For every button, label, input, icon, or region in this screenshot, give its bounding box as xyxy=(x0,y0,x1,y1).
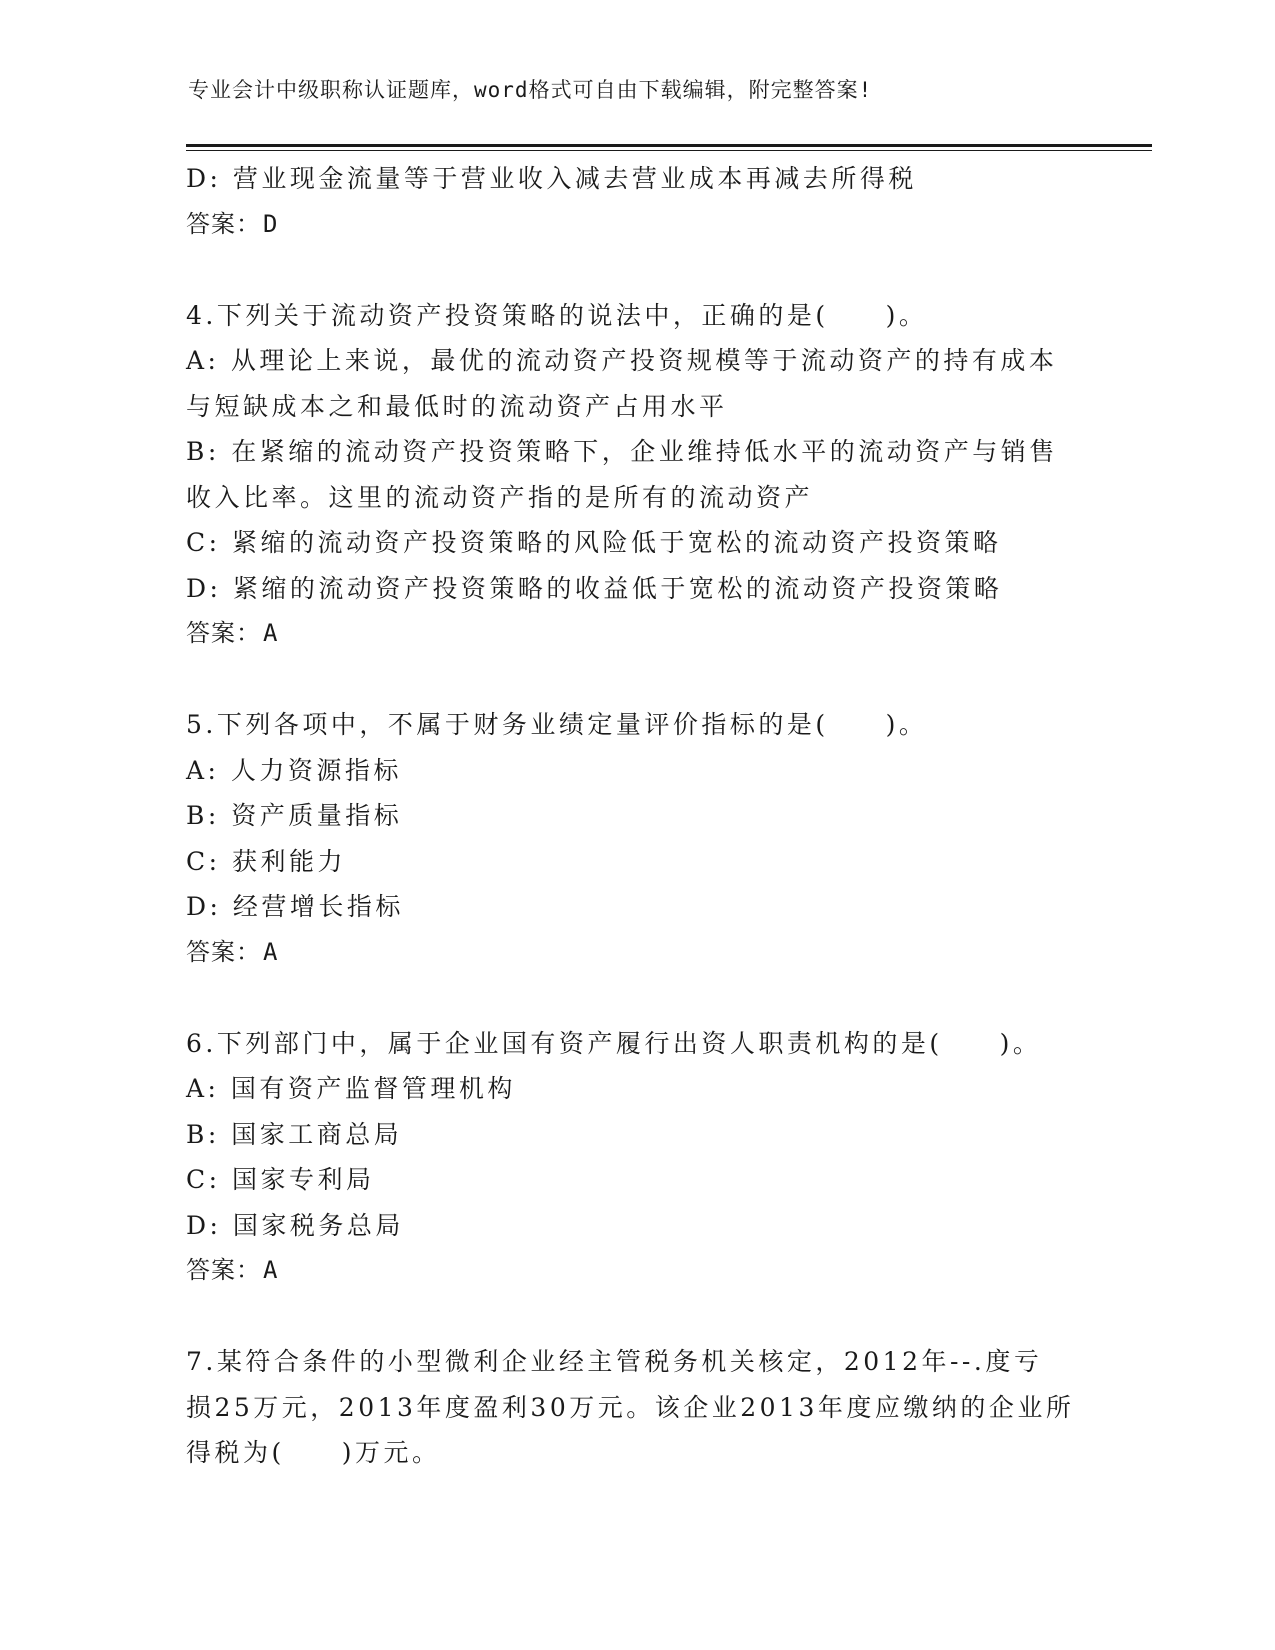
spacer xyxy=(186,657,1086,703)
page-header: 专业会计中级职称认证题库，word格式可自由下载编辑，附完整答案! xyxy=(188,78,873,102)
header-rule-thin xyxy=(186,150,1152,151)
q6-option-b: B: 国家工商总局 xyxy=(186,1119,403,1149)
q4-stem: 4.下列关于流动资产投资策略的说法中，正确的是( )。 xyxy=(186,300,928,330)
q5-stem: 5.下列各项中，不属于财务业绩定量评价指标的是( )。 xyxy=(186,710,928,739)
q5-answer xyxy=(186,930,1086,976)
answer-label: 答案： xyxy=(186,209,261,238)
q7-stem-cont: 得税为( )万元。 xyxy=(186,1438,441,1467)
q4-option-b: B: 在紧缩的流动资产投资策略下，企业维持低水平的流动资产与销售 xyxy=(186,437,1058,466)
q4-option-a: A: 从理论上来说，最优的流动资产投资规模等于流动资产的持有成本 xyxy=(186,346,1058,375)
answer-label: 答案： xyxy=(186,619,261,647)
answer-label: 答案： xyxy=(186,937,261,966)
answer-value: D xyxy=(263,209,279,238)
q5-option-d: D: 经营增长指标 xyxy=(186,892,404,921)
q4-answer xyxy=(186,611,1086,657)
q3-option-d: D: 营业现金流量等于营业收入减去营业成本再减去所得税 xyxy=(186,164,917,193)
spacer xyxy=(186,1294,1086,1340)
q4-option-c: C: 紧缩的流动资产投资策略的风险低于宽松的流动资产投资策略 xyxy=(186,528,1002,557)
spacer xyxy=(186,247,1086,293)
answer-value: A xyxy=(263,619,279,647)
spacer xyxy=(186,975,1086,1021)
answer-label: 答案： xyxy=(186,1256,261,1284)
q6-answer xyxy=(186,1248,1086,1294)
q4-option-d: D: 紧缩的流动资产投资策略的收益低于宽松的流动资产投资策略 xyxy=(186,573,1003,603)
q6-stem: 6.下列部门中，属于企业国有资产履行出资人职责机构的是( )。 xyxy=(186,1028,1042,1058)
q5-option-b: B: 资产质量指标 xyxy=(186,801,403,830)
answer-value: A xyxy=(263,937,279,966)
q6-option-a: A: 国有资产监督管理机构 xyxy=(186,1074,516,1103)
header-rule-thick xyxy=(186,144,1152,147)
question-content xyxy=(186,156,1086,1476)
q6-option-c: C: 国家专利局 xyxy=(186,1165,375,1194)
q4-option-a-cont: 与短缺成本之和最低时的流动资产占用水平 xyxy=(186,391,728,421)
q7-stem: 7.某符合条件的小型微利企业经主管税务机关核定，2012年--.度亏 xyxy=(186,1347,1043,1376)
q5-option-c: C: 获利能力 xyxy=(186,846,346,876)
q6-option-d: D: 国家税务总局 xyxy=(186,1210,404,1240)
answer-value: A xyxy=(263,1256,279,1284)
q7-stem-cont: 损25万元，2013年度盈利30万元。该企业2013年度应缴纳的企业所 xyxy=(186,1392,1075,1422)
q4-option-b-cont: 收入比率。这里的流动资产指的是所有的流动资产 xyxy=(186,482,814,512)
q5-option-a: A: 人力资源指标 xyxy=(186,755,402,785)
q3-answer xyxy=(186,202,1086,248)
